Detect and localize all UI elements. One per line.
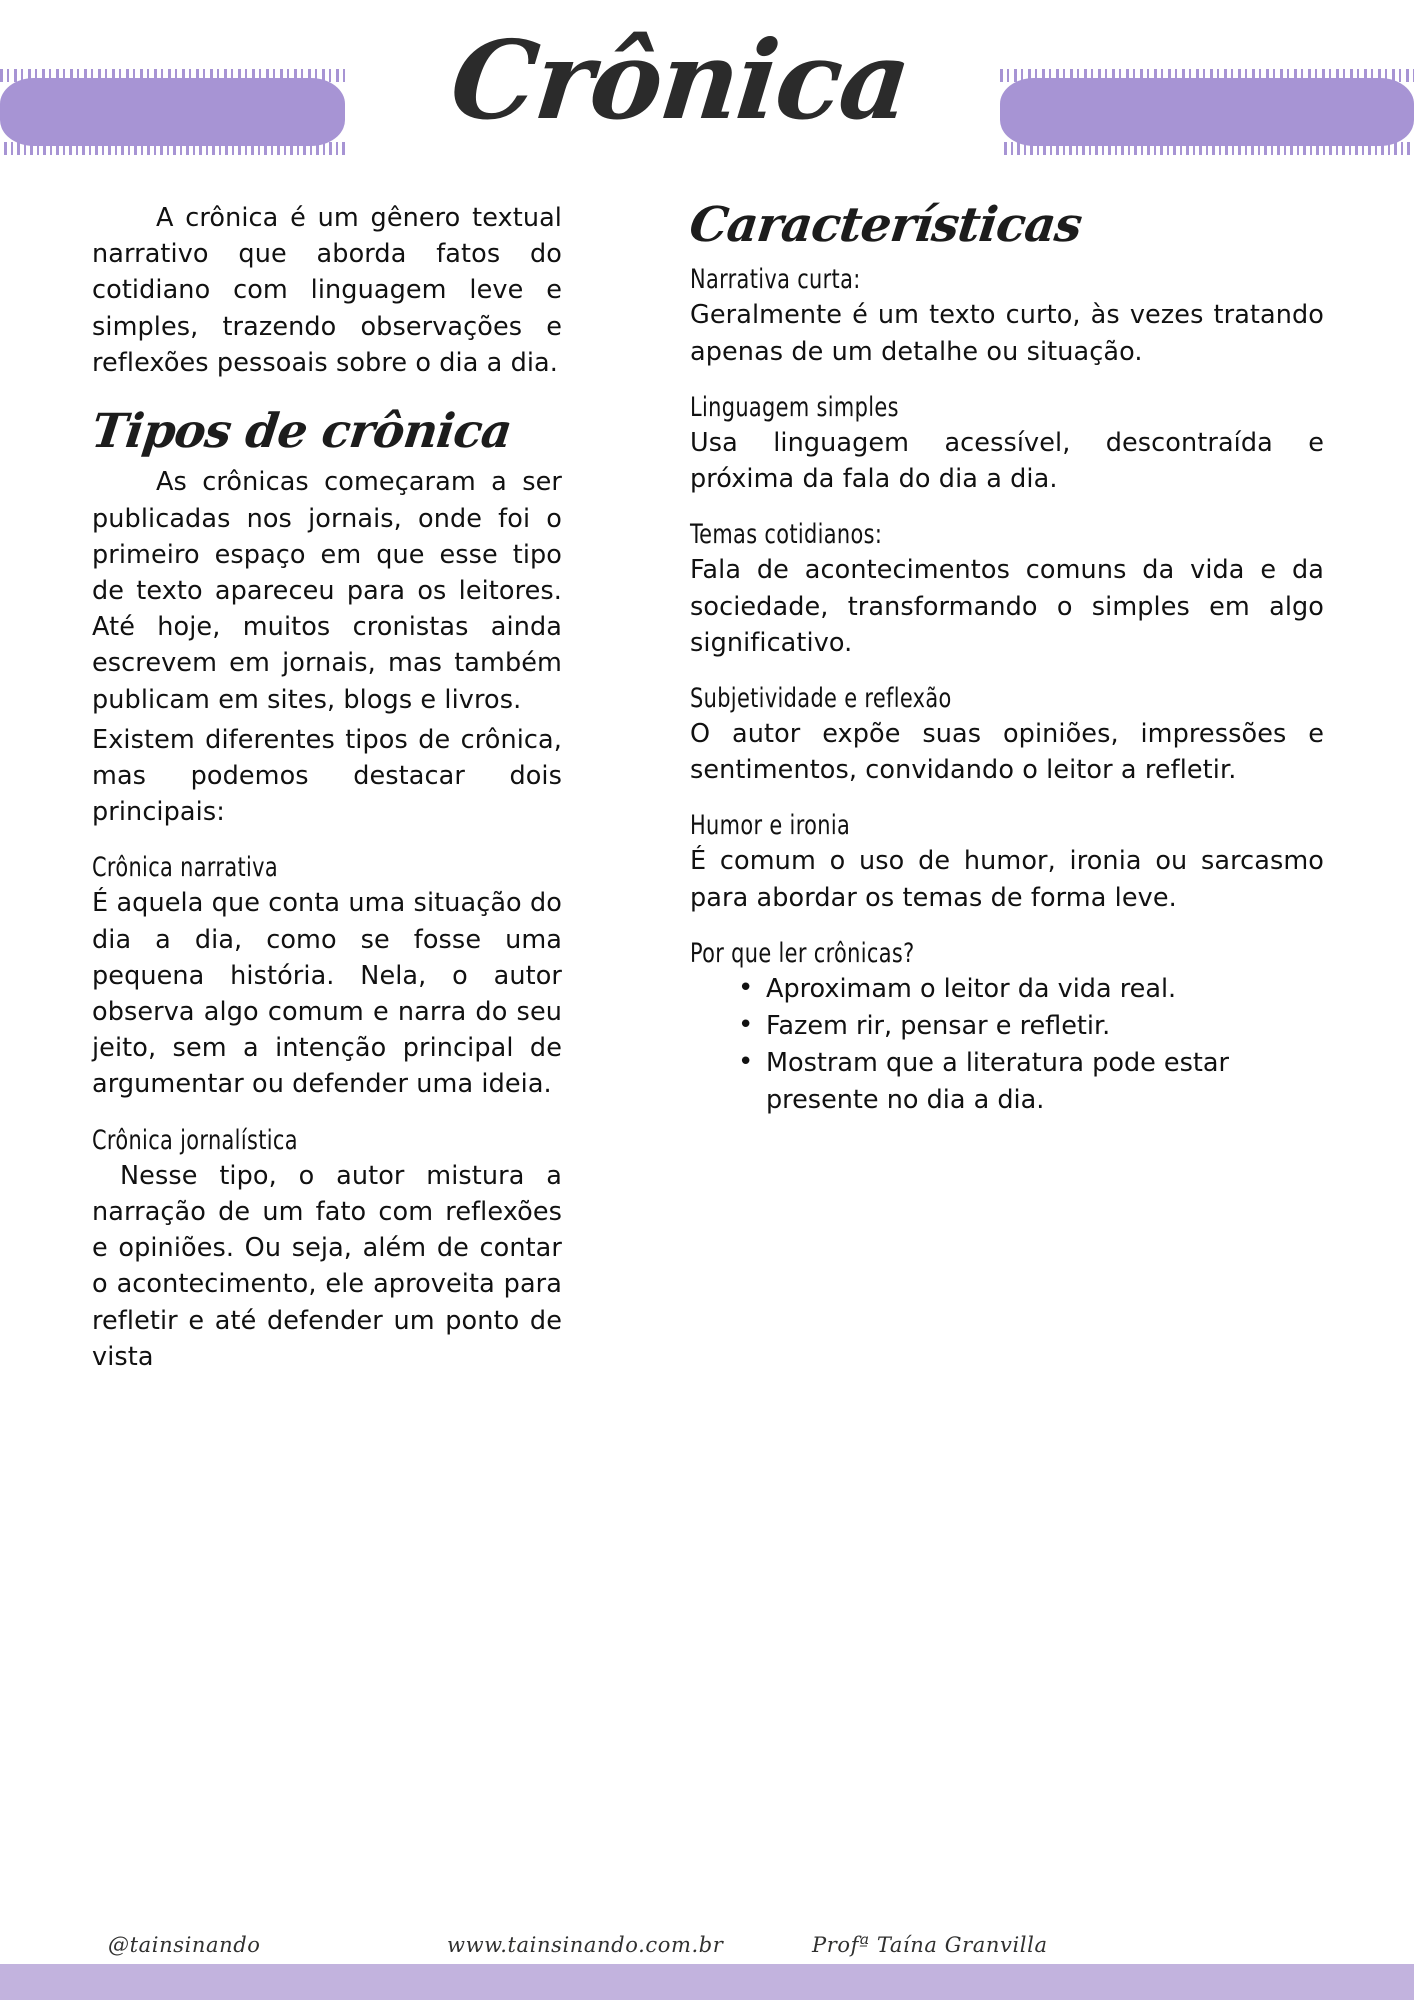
paragraph-cronica-narrativa: É aquela que conta uma situação do dia a dia, como se fosse uma pequena história. Nela, o autor observa algo comum e narra do seu jeito, sem a intenção principal de argumentar ou defender uma ideia. [92,888,562,1100]
subheading-cronica-jornalistica: Crônica jornalística [92,1124,298,1156]
paragraph-narrativa-curta: Geralmente é um texto curto, às vezes tratando apenas de um detalhe ou situação. [690,300,1324,367]
heading-caracteristicas: Características [686,197,1085,253]
list-item: • Fazem rir, pensar e refletir. [738,1008,1324,1044]
paragraph-linguagem-simples: Usa linguagem acessível, descontraída e próxima da fala do dia a dia. [690,427,1324,495]
page-title: Crônica [445,18,915,144]
subheading-narrativa-curta: Narrativa curta: [690,264,861,296]
why-read-list [690,971,1324,1118]
paragraph-humor-ironia: É comum o uso de humor, ironia ou sarcasmo para abordar os temas de forma leve. [690,846,1324,913]
list-item: • Aproximam o leitor da vida real. [738,971,1324,1007]
footer-author: Profª Taína Granvilla [812,1933,1048,1957]
paragraph-tipos-intro: Existem diferentes tipos de crônica, mas podemos destacar dois principais: [92,724,562,828]
purple-brush-stroke-right [1000,78,1414,146]
paragraph-temas-cotidianos: Fala de acontecimentos comuns da vida e da sociedade, transformando o simples em algo significativo. [690,555,1324,658]
footer-website: www.tainsinando.com.br [447,1933,724,1957]
paragraph-cronica-jornalistica: Nesse tipo, o autor mistura a narração de um fato com reflexões e opiniões. Ou seja, além de contar o acontecimento, ele aproveita para refletir e até defender um ponto de vista [92,1160,562,1372]
left-column [0,200,640,1379]
subheading-temas-cotidianos: Temas cotidianos: [690,519,883,551]
subheading-cronica-narrativa: Crônica narrativa [92,852,279,884]
content-columns [0,197,1414,1379]
heading-tipos-de-cronica: Tipos de crônica [88,404,515,460]
page-footer [0,1930,1414,1960]
intro-paragraph: A crônica é um gênero textual narrativo que aborda fatos do cotidiano com linguagem leve e simples, trazendo observações e reflexões pessoais sobre o dia a dia. [92,203,562,378]
footer-purple-bar [0,1964,1414,2000]
subheading-por-que-ler-cronicas: Por que ler crônicas? [690,937,915,969]
paragraph-subjetividade-reflexao: O autor expõe suas opiniões, impressões e sentimentos, convidando o leitor a refletir. [690,719,1324,786]
page-header [0,0,1414,190]
footer-social-handle: @tainsinando [108,1933,261,1957]
subheading-humor-ironia: Humor e ironia [690,810,851,842]
subheading-linguagem-simples: Linguagem simples [690,391,899,423]
purple-brush-stroke-left [0,78,345,146]
list-item: • Mostram que a literatura pode estar presente no dia a dia. [738,1045,1324,1117]
subheading-subjetividade-reflexao: Subjetividade e reflexão [690,682,952,714]
right-column [640,197,1414,1379]
paragraph-origem-cronicas: As crônicas começaram a ser publicadas nos jornais, onde foi o primeiro espaço em que esse tipo de texto apareceu para os leitores. Até hoje, muitos cronistas ainda escrevem em jornais, mas também publicam em sites, blogs e livros. [92,467,562,715]
